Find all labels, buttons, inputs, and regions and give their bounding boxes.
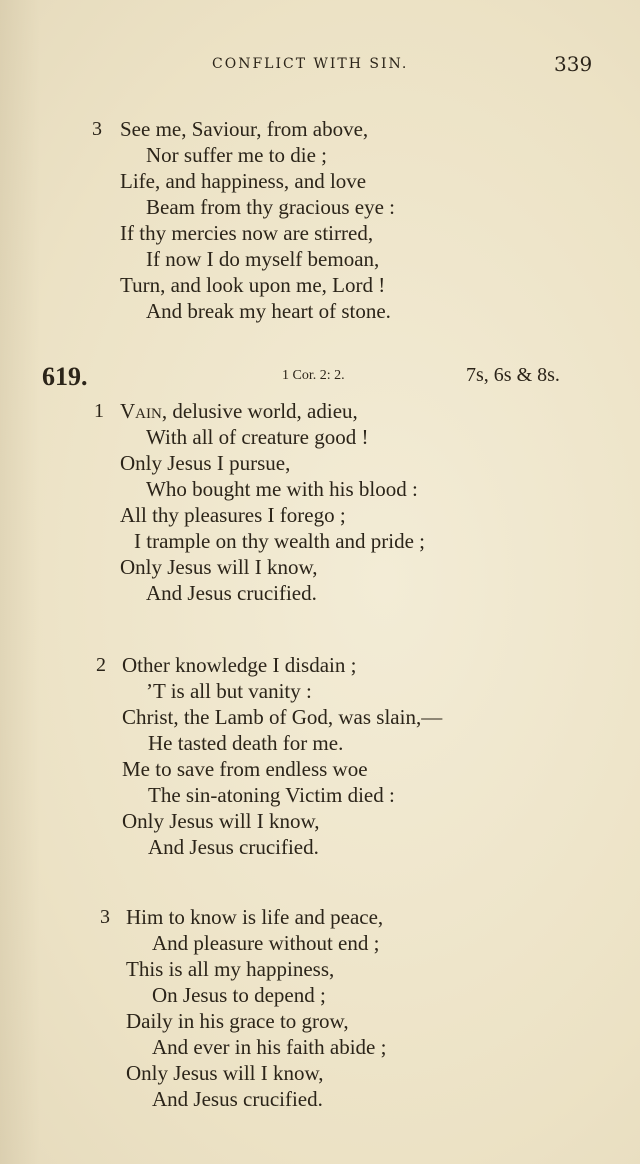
verse-line: If now I do myself bemoan, [146,247,380,271]
stanza-number: 2 [96,654,106,676]
hymn-meter: 7s, 6s & 8s. [466,364,560,386]
scripture-reference: 1 Cor. 2: 2. [282,368,345,383]
verse-line: Daily in his grace to grow, [126,1009,349,1033]
verse-line: Beam from thy gracious eye : [146,195,396,219]
verse-line: And Jesus crucified. [146,581,317,605]
page-number: 339 [554,52,593,76]
verse-line: This is all my happiness, [126,957,335,981]
stanza-number: 3 [92,118,102,140]
verse-line: Who bought me with his blood : [146,477,418,501]
verse-line: Me to save from endless woe [122,757,368,781]
verse-line: With all of creature good ! [146,425,369,449]
verse-line: Him to know is life and peace, [126,905,384,929]
verse-line: And Jesus crucified. [148,835,319,859]
verse-line: All thy pleasures I forego ; [120,503,346,527]
verse-line: Only Jesus will I know, [120,555,318,579]
verse-line: ’T is all but vanity : [146,679,312,703]
hymn-number: 619. [42,362,88,391]
running-head: CONFLICT WITH SIN. [212,56,409,72]
verse-line: If thy mercies now are stirred, [120,221,374,245]
verse-line: And Jesus crucified. [152,1087,323,1111]
verse-line [120,398,358,424]
verse-line: Only Jesus will I know, [126,1061,324,1085]
verse-line: Life, and happiness, and love [120,169,367,193]
verse-line: He tasted death for me. [148,731,344,755]
verse-line: And ever in his faith abide ; [152,1035,387,1059]
verse-line: Christ, the Lamb of God, was slain,— [122,705,443,729]
initial-word: Vain [120,399,162,423]
verse-line: On Jesus to depend ; [152,983,326,1007]
verse-line: The sin-atoning Victim died : [148,783,395,807]
verse-line: And break my heart of stone. [146,299,391,323]
verse-line: Only Jesus will I know, [122,809,320,833]
verse-line: Turn, and look upon me, Lord ! [120,273,386,297]
verse-line: And pleasure without end ; [152,931,380,955]
stanza-number: 3 [100,906,110,928]
verse-line: Nor suffer me to die ; [146,143,327,167]
verse-line: I trample on thy wealth and pride ; [134,529,425,553]
verse-line: Only Jesus I pursue, [120,451,291,475]
verse-line: Other knowledge I disdain ; [122,653,357,677]
verse-line: See me, Saviour, from above, [120,117,369,141]
stanza-number: 1 [94,400,104,422]
first-line-rest: , delusive world, adieu, [161,399,358,423]
